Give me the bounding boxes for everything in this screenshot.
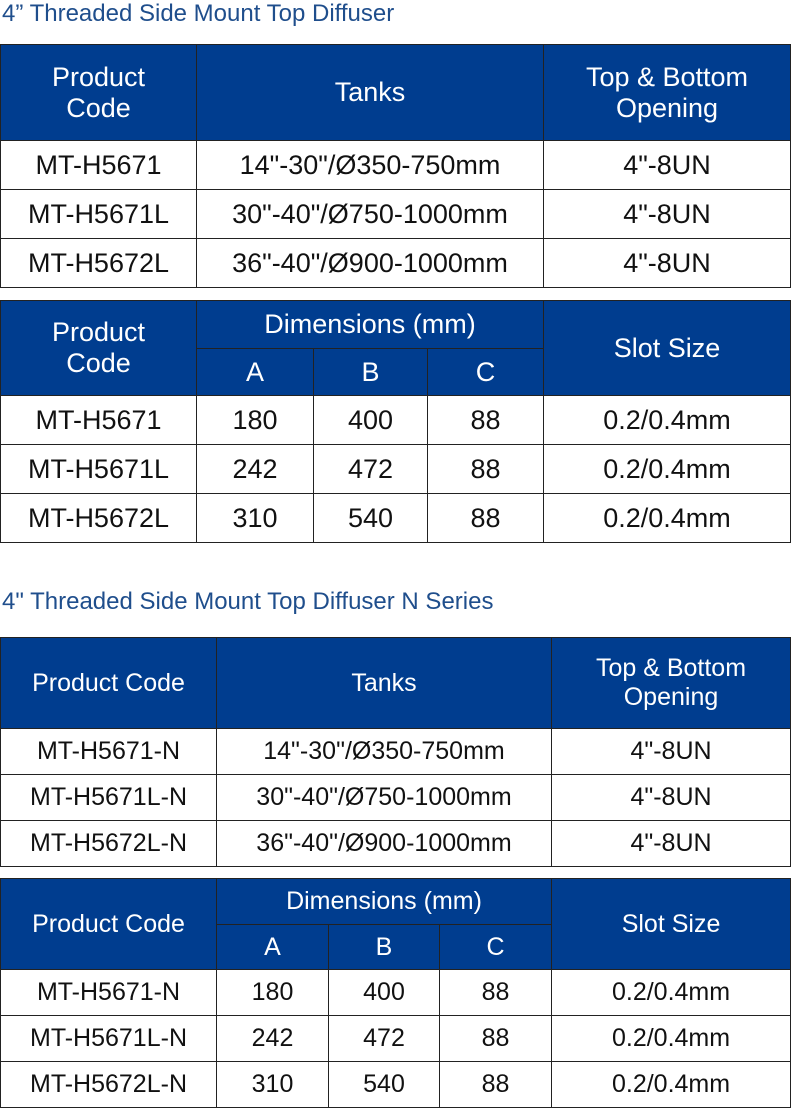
tanks-cell: 30"-40"/Ø750-1000mm — [217, 775, 552, 821]
product-code-cell: MT-H5672L-N — [1, 821, 217, 867]
tanks-cell: 36"-40"/Ø900-1000mm — [217, 821, 552, 867]
table-row — [1, 141, 791, 190]
dimension-a-header: A — [197, 349, 314, 396]
dimension-b-cell: 472 — [329, 1016, 440, 1062]
opening-header: Top & Bottom Opening — [552, 638, 791, 729]
dimensions-table-2 — [0, 878, 791, 1108]
slot-size-cell: 0.2/0.4mm — [544, 396, 791, 445]
product-code-cell: MT-H5671-N — [1, 970, 217, 1016]
product-code-cell: MT-H5672L-N — [1, 1062, 217, 1108]
table-row — [1, 190, 791, 239]
slot-size-header: Slot Size — [544, 301, 791, 396]
dimension-a-cell: 242 — [217, 1016, 329, 1062]
table-row — [1, 729, 791, 775]
table-row — [1, 239, 791, 288]
dimensions-header: Dimensions (mm) — [197, 301, 544, 349]
dimension-c-cell: 88 — [428, 445, 544, 494]
dimension-c-cell: 88 — [440, 1016, 552, 1062]
header-row — [1, 301, 791, 349]
opening-cell: 4"-8UN — [552, 821, 791, 867]
header-row — [1, 45, 791, 141]
product-code-header: Product Code — [1, 301, 197, 396]
opening-header: Top & Bottom Opening — [544, 45, 791, 141]
table-row — [1, 494, 791, 543]
dimension-b-header: B — [314, 349, 428, 396]
dimension-a-cell: 310 — [197, 494, 314, 543]
tanks-cell: 14"-30"/Ø350-750mm — [197, 141, 544, 190]
slot-size-header: Slot Size — [552, 879, 791, 970]
slot-size-cell: 0.2/0.4mm — [544, 445, 791, 494]
table-row — [1, 970, 791, 1016]
dimension-b-cell: 540 — [314, 494, 428, 543]
table-row — [1, 821, 791, 867]
dimension-b-cell: 400 — [314, 396, 428, 445]
dimension-a-header: A — [217, 925, 329, 970]
product-code-cell: MT-H5672L — [1, 494, 197, 543]
tanks-cell: 30"-40"/Ø750-1000mm — [197, 190, 544, 239]
slot-size-cell: 0.2/0.4mm — [552, 1062, 791, 1108]
table-row — [1, 775, 791, 821]
dimension-c-cell: 88 — [440, 1062, 552, 1108]
dimension-b-cell: 400 — [329, 970, 440, 1016]
dimension-a-cell: 310 — [217, 1062, 329, 1108]
tanks-table-2 — [0, 637, 791, 867]
product-code-cell: MT-H5671L-N — [1, 1016, 217, 1062]
dimension-b-header: B — [329, 925, 440, 970]
dimension-c-header: C — [428, 349, 544, 396]
dimensions-header: Dimensions (mm) — [217, 879, 552, 925]
header-row — [1, 879, 791, 925]
product-code-header: Product Code — [1, 638, 217, 729]
product-code-cell: MT-H5671L — [1, 445, 197, 494]
product-code-cell: MT-H5671 — [1, 141, 197, 190]
dimension-c-header: C — [440, 925, 552, 970]
product-code-cell: MT-H5671-N — [1, 729, 217, 775]
table-row — [1, 1016, 791, 1062]
opening-cell: 4"-8UN — [544, 190, 791, 239]
table-row — [1, 445, 791, 494]
slot-size-cell: 0.2/0.4mm — [544, 494, 791, 543]
product-code-cell: MT-H5671 — [1, 396, 197, 445]
product-code-header: Product Code — [1, 879, 217, 970]
dimension-b-cell: 540 — [329, 1062, 440, 1108]
dimension-a-cell: 242 — [197, 445, 314, 494]
dimension-c-cell: 88 — [428, 494, 544, 543]
product-code-cell: MT-H5672L — [1, 239, 197, 288]
table-row — [1, 396, 791, 445]
dimension-b-cell: 472 — [314, 445, 428, 494]
tanks-cell: 14"-30"/Ø350-750mm — [217, 729, 552, 775]
section-1-title: 4” Threaded Side Mount Top Diffuser — [2, 0, 395, 27]
slot-size-cell: 0.2/0.4mm — [552, 1016, 791, 1062]
tanks-table-1 — [0, 44, 791, 288]
header-row — [1, 638, 791, 729]
table-row — [1, 1062, 791, 1108]
dimension-a-cell: 180 — [217, 970, 329, 1016]
dimensions-table-1 — [0, 300, 791, 543]
opening-cell: 4"-8UN — [552, 729, 791, 775]
opening-cell: 4"-8UN — [544, 141, 791, 190]
opening-cell: 4"-8UN — [544, 239, 791, 288]
product-code-cell: MT-H5671L — [1, 190, 197, 239]
product-code-cell: MT-H5671L-N — [1, 775, 217, 821]
section-2-title: 4" Threaded Side Mount Top Diffuser N Series — [2, 588, 494, 615]
tanks-header: Tanks — [197, 45, 544, 141]
dimension-a-cell: 180 — [197, 396, 314, 445]
slot-size-cell: 0.2/0.4mm — [552, 970, 791, 1016]
dimension-c-cell: 88 — [440, 970, 552, 1016]
product-code-header: Product Code — [1, 45, 197, 141]
tanks-header: Tanks — [217, 638, 552, 729]
tanks-cell: 36"-40"/Ø900-1000mm — [197, 239, 544, 288]
dimension-c-cell: 88 — [428, 396, 544, 445]
opening-cell: 4"-8UN — [552, 775, 791, 821]
